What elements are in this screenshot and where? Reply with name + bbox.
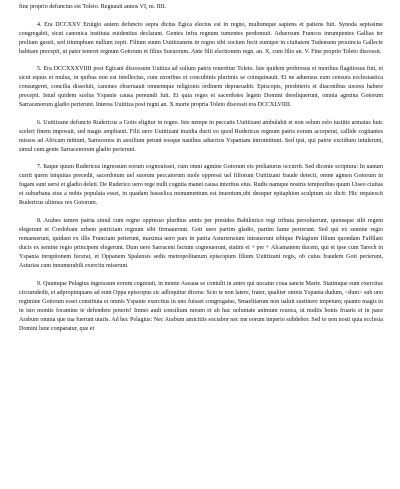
paragraph-6: 6. Uuittizane defuncto Rudericus a Gotis eligitur in regno. Iste nempe in peccatis Uuittizani ambulabit et non solum zelo iustitie armatus huic sceleri finem imposuit, sed magis ampliauit. Filii uero Uuittizani inuidia ducti eo quod Rudericus regnum patris eorum acceperat, callide cogitantes missos ad Africam mittunt, Sarracenos in auxilium petunt eosque nauibus aduectos Yspaniam intromittunt. Sed ipsi, qui patrie excidium intulerunt, simul cum gente Sarracenorum gladio perierunt. bbox=[19, 119, 383, 153]
paragraph-7: 7. Itaque quum Rudericus ingressum eorum cognouisset, cum omni agmine Gotorum eis preliaturus occurrit. Sed dicente scriptura: In uanum currit quem iniquitas precedit, sacerdotum uel suorum peccatorum mole oppressi uel filiorum Uuittizani fraude detecti, omne agmen Gotorum in fugam sunt uersi et gladio deleti. De Ruderico uero rege nulli cognita manet causa interitus eius. Rudis namque nostris temporibus quum Uiseo ciuitas et suburbana eius a nobis populata esset, in quadam basselica monumentum est inuentum,ubi desuper epitaphion sculptum sic dicit: Hic requiescit Rudericus ultimus rex Gotorum. bbox=[19, 164, 383, 207]
paragraph-5: 5. Era DCCXXXVIIII post Egicani discessum Uuitiza ad solium patris reuertitur Toleto. Iste quidem probrosus et moribus flagitiosus fuit, et sicut equus et mulus, in quibus non est intellectus, cum uxoribus et concubinis plurimis se coinquinauit. Et ne aduersus eum censura ecclesiastica consurgeret, concilia dissoluit, canones obseruauit omnemque religionis ordinem depraeuabit. Episcopis, presbiteris et diaconibus uxores habere precepit. Istud quidem scelus Yspanie causa pereundi fuit. Et quia reges et sacerdotes legem Domini dereliquerunt, omnia agmina Gotorum Sarracenorum gladio perierunt. Interea Uuittiza post regni an. X morte propria Toleto discessit era DCCXLVIIII. bbox=[19, 66, 383, 109]
paragraph-8: 8. Arabes tamen patria simul cum regno oppresso pluribus annis per presides Babilonico regi tributa persoluerunt, quousque sibi regem elegerunt et Cordobam urbem patriciam regnum sibi firmauerunt. Goti uero partim gladio, partim fame perierunt. Sed qui ex semine regio remanserunt, quidam ex illis Franciam petierunt, maxima uero pars in patria Asturiensium intrauerunt sibique Pelagium filium quondam Faffilani ducis ex semine regio principem elegerunt. Dum uero Sarraceni factum cognouerunt, statim ei + per + Alcamanem ducem, qui et ipse cum Tarech in Yspania inruptionem fecerat, et Oppanem Spalensis sedis metropolitanum episcopum filium Uuittizani regis, ob cuius fraudem Goti perierunt, Asturias cum innumerabili exercitu miserunt. bbox=[19, 217, 383, 269]
paragraph-4: 4. Era DCCXXV Eruigio autem defuncto supra dictus Egica electus est in regno, multumque sapiens et patiens fuit. Synoda sepissime congregabit, sicut canonica instituta euidentius declarant. Gentes infra regnum tumentes perdomuit. Aduersum Francos inrumpentes Gallias ter prelium gessit, sed triumphum nullum cepit. Filium suum Uuittizanem in regno sibi socium fecit eumque in ciuitatem Tudensem prouincia Gallecie habitare precepit, ut pater teneret regnum Gotorum et filius Sueuorum. Ante filii electionem regn. an. X, cum filio an. V. Fine proprio Toleto discessit. bbox=[19, 21, 383, 55]
paragraph-9: 9. Quumque Pelagius ingressum eorum cognouit, in monte Aseaua se contulit in antro qui uocatur coua sancte Marie. Statimque eum exercitus circumdedit, et adpropinquans ad eum Oppa episcopus sic adloquitur dicens: Scio te non latere, frater, qualiter omnis Yspania dudum, <dum> sub uno regimine Gotorum esset constituta et omnis Yspanie exercitus in uno fuisset congregatus, Smaelitarum non ualuit sustinere impetum; quanto magis tu in isto montis foramine te defendere poteris! Immo audi consilium meum et ab hac uoluntate animum reuoca, ut multis bonis fruaris et in pace Arabum omnia que tua fuerunt utaris. Ad hec Pelagius: Nec Arabum amicitiis sociabor nec me eorum imperio subdebor. Sed to non nosti quia ecclesia Domini lune conparatur, que et bbox=[19, 280, 383, 332]
paragraph-continuation: fine proprio defunctus est Toleto. Regnauit annos VI, m. IIII. bbox=[19, 4, 167, 10]
